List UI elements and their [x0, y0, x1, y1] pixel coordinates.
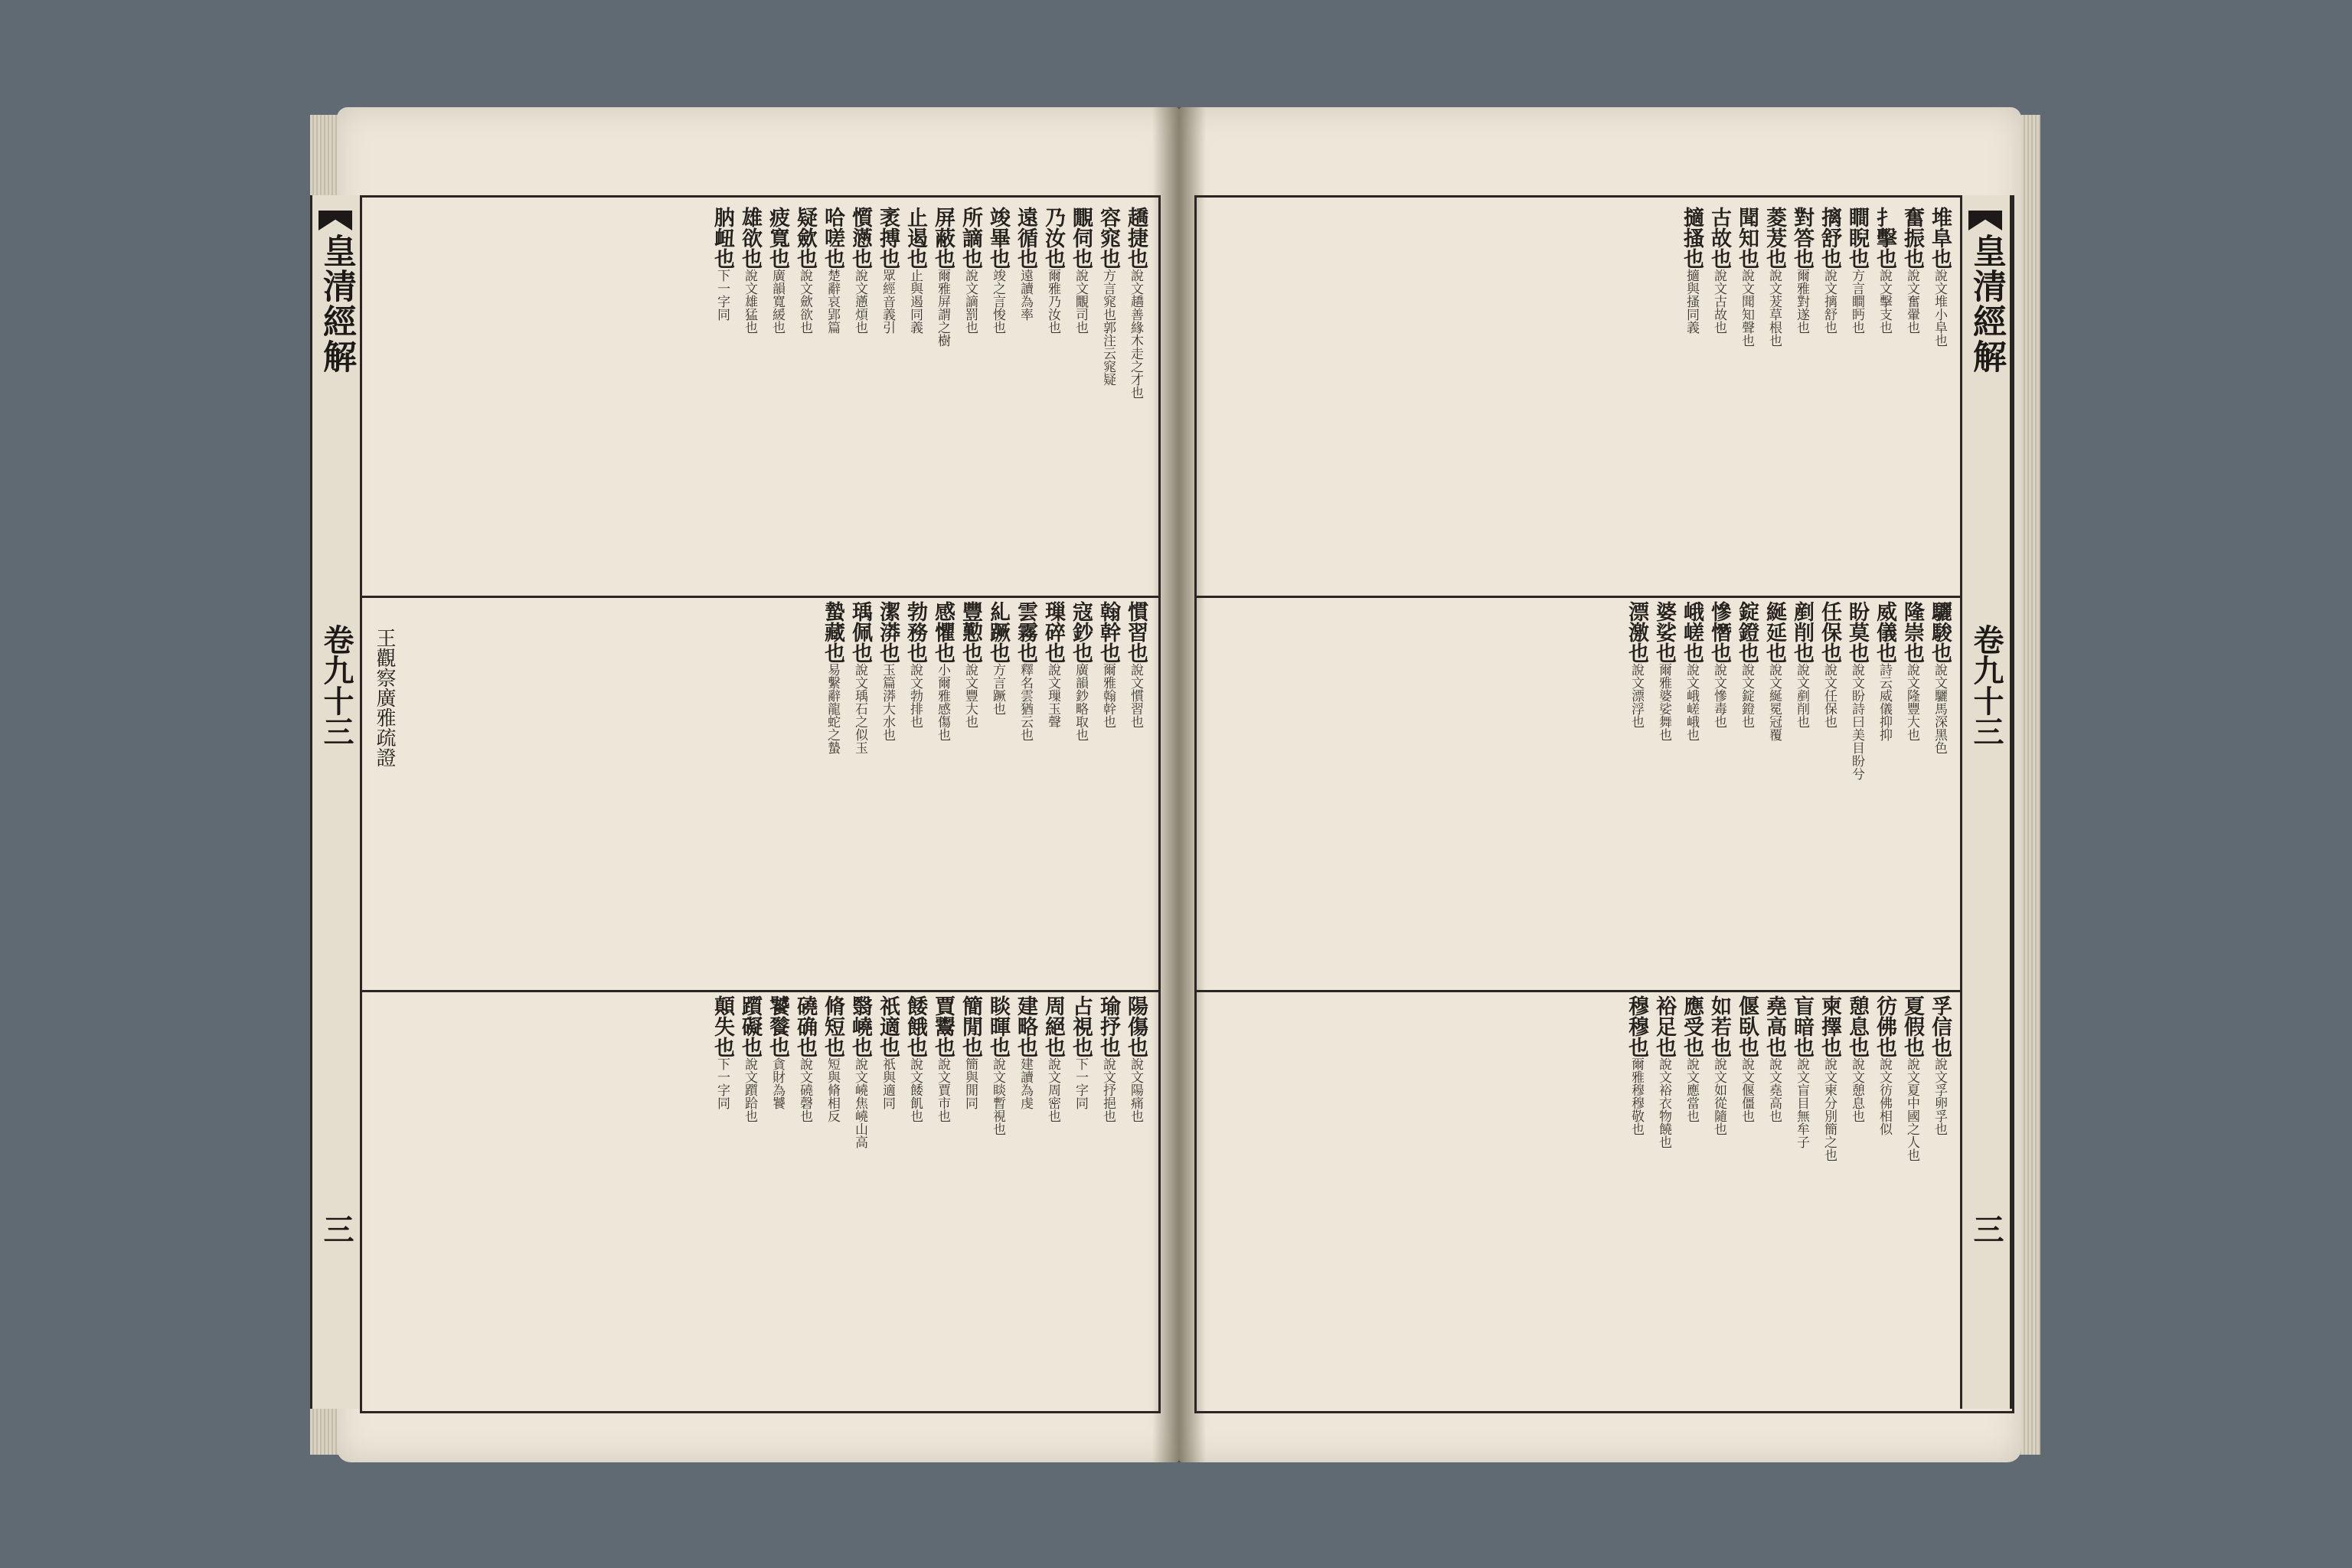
text-column [1816, 207, 1842, 590]
commentary: 玉篇漭大水也 [880, 663, 895, 741]
text-column [819, 207, 845, 590]
commentary: 說文盼詩曰美目盼兮 [1849, 663, 1864, 780]
fishtail-mark [1968, 211, 2002, 230]
text-column [1678, 601, 1704, 984]
band-divider [362, 990, 1158, 992]
commentary: 說文任保也 [1821, 663, 1837, 728]
commentary: 說文抒挹也 [1100, 1057, 1116, 1122]
text-column [1012, 995, 1038, 1401]
commentary: 說文茇草根也 [1766, 269, 1782, 347]
commentary: 眾經音義引 [880, 269, 895, 334]
commentary: 說文彷佛相似 [1877, 1057, 1892, 1135]
headword: 睒暉也 [986, 995, 1010, 1057]
headword: 所謫也 [959, 207, 982, 269]
commentary: 說文憩息也 [1849, 1057, 1864, 1122]
headword: 婆娑也 [1652, 601, 1676, 663]
commentary: 說文躓跲也 [742, 1057, 757, 1122]
text-column [709, 995, 735, 1401]
headword: 慣習也 [1124, 601, 1148, 663]
text-column [985, 601, 1011, 984]
text-column [1788, 207, 1815, 590]
headword: 瑀佩也 [848, 601, 872, 663]
text-column [1844, 601, 1870, 984]
text-column [819, 601, 845, 984]
text-column [1067, 995, 1093, 1401]
commentary: 說文擊支也 [1877, 269, 1892, 334]
headword: 周絕也 [1041, 995, 1065, 1057]
text-column [1040, 995, 1066, 1401]
headword: 潔漭也 [876, 601, 900, 663]
commentary: 貪財為饕 [769, 1057, 785, 1109]
headword: 應受也 [1680, 995, 1704, 1057]
headword: 餧餓也 [903, 995, 927, 1057]
headword: 賈鬻也 [931, 995, 955, 1057]
text-column [1788, 995, 1815, 1401]
headword: 翰幹也 [1096, 601, 1120, 663]
text-column [1761, 995, 1787, 1401]
commentary: 說文慣習也 [1128, 663, 1143, 728]
commentary: 說文裕衣物饒也 [1656, 1057, 1671, 1148]
headword: 雲霧也 [1014, 601, 1037, 663]
text-column [902, 601, 928, 984]
headword: 覵伺也 [1069, 207, 1093, 269]
headword: 饕餮也 [766, 995, 789, 1057]
volume-number: 卷九十三 [1968, 624, 2004, 746]
text-column [1122, 995, 1148, 1401]
commentary: 爾雅翰幹也 [1100, 663, 1116, 728]
commentary: 爾雅穆穆敬也 [1628, 1057, 1644, 1135]
text-column [792, 995, 818, 1401]
commentary: 簡與閒同 [962, 1057, 978, 1109]
commentary: 說文聞知聲也 [1739, 269, 1754, 347]
headword: 奮振也 [1900, 207, 1924, 269]
headword: 璅碎也 [1041, 601, 1065, 663]
commentary: 小爾雅感傷也 [935, 663, 950, 741]
commentary: 爾雅婆娑舞也 [1656, 663, 1671, 741]
commentary: 爾雅乃汝也 [1045, 269, 1060, 334]
commentary: 方言瞷眄也 [1849, 269, 1864, 334]
text-column [1067, 601, 1093, 984]
commentary: 說文周密也 [1045, 1057, 1060, 1122]
text-column [985, 207, 1011, 590]
text-column [1623, 601, 1649, 984]
text-column [847, 207, 873, 590]
text-column [1095, 601, 1121, 984]
commentary: 廣韻寬緩也 [769, 269, 785, 334]
commentary: 說文如從隨也 [1711, 1057, 1726, 1135]
headword: 磽确也 [793, 995, 817, 1057]
commentary: 爾雅屏謂之樹 [935, 269, 950, 347]
headword: 瑜抒也 [1096, 995, 1120, 1057]
band-divider [1197, 596, 2012, 598]
text-column [957, 601, 983, 984]
headword: 威儀也 [1873, 601, 1896, 663]
headword: 寇鈔也 [1069, 601, 1093, 663]
headword: 堆阜也 [1928, 207, 1952, 269]
headword: 止遏也 [903, 207, 927, 269]
text-column [1706, 207, 1732, 590]
headword: 漂激也 [1625, 601, 1648, 663]
right-middle-band [1202, 601, 1952, 984]
commentary: 下一字同 [714, 269, 730, 321]
folio-number: 三 [1968, 1214, 2004, 1244]
commentary: 說文陽痛也 [1128, 1057, 1143, 1122]
commentary: 下一字同 [1073, 1057, 1088, 1109]
commentary: 說文驪馬深黑色 [1932, 663, 1947, 754]
text-column [737, 995, 763, 1401]
headword: 占視也 [1069, 995, 1093, 1057]
headword: 勃務也 [903, 601, 927, 663]
headword: 夏假也 [1900, 995, 1924, 1057]
text-column [874, 995, 900, 1401]
commentary: 說文堆小阜也 [1932, 269, 1947, 347]
headword: 驪駿也 [1928, 601, 1952, 663]
text-column [737, 207, 763, 590]
commentary: 止與遏同義 [907, 269, 923, 334]
left-upper-band [410, 207, 1148, 590]
commentary: 說文雄猛也 [742, 269, 757, 334]
commentary: 詩云威儀抑抑 [1877, 663, 1892, 741]
commentary: 說文應當也 [1684, 1057, 1699, 1122]
commentary: 說文瑀石之似玉 [852, 663, 867, 754]
commentary: 說文謫罰也 [962, 269, 978, 334]
text-column [1651, 995, 1677, 1401]
commentary: 說文奮翬也 [1904, 269, 1919, 334]
commentary: 說文餧飢也 [907, 1057, 923, 1122]
text-column [1040, 207, 1066, 590]
text-column [847, 995, 873, 1401]
fold-column-right [1960, 195, 2012, 1409]
band-divider [362, 596, 1158, 598]
commentary: 釋名雲猶云也 [1018, 663, 1033, 741]
author-byline: 王觀察廣雅疏證 [373, 628, 396, 767]
text-column [1899, 995, 1925, 1401]
text-column [1926, 207, 1952, 590]
text-column [1844, 995, 1870, 1401]
headword: 竣畢也 [986, 207, 1010, 269]
text-column [957, 995, 983, 1401]
left-middle-band [410, 601, 1148, 984]
commentary: 遠讀為率 [1018, 269, 1033, 321]
headword: 顛失也 [710, 995, 734, 1057]
headword: 扌擊也 [1873, 207, 1896, 269]
text-column [709, 207, 735, 590]
commentary: 說文嶢焦嶢山高 [852, 1057, 867, 1148]
commentary: 說文峨嵯峨也 [1684, 663, 1699, 741]
headword: 慘憯也 [1707, 601, 1731, 663]
commentary: 說文覵司也 [1073, 269, 1088, 334]
commentary: 祇與適同 [880, 1057, 895, 1109]
text-column [874, 601, 900, 984]
headword: 錠鐙也 [1735, 601, 1759, 663]
text-column [847, 601, 873, 984]
headword: 盲暗也 [1790, 995, 1814, 1057]
commentary: 竣之言悛也 [990, 269, 1005, 334]
headword: 憩息也 [1845, 995, 1869, 1057]
headword: 趫捷也 [1124, 207, 1148, 269]
commentary: 說文漂浮也 [1628, 663, 1644, 728]
text-column [957, 207, 983, 590]
commentary: 說文摛舒也 [1821, 269, 1837, 334]
headword: 偃臥也 [1735, 995, 1759, 1057]
commentary: 方言蹶也 [990, 663, 1005, 715]
headword: 古故也 [1707, 207, 1731, 269]
text-column [1816, 601, 1842, 984]
headword: 祇適也 [876, 995, 900, 1057]
headword: 柬擇也 [1818, 995, 1841, 1057]
headword: 任保也 [1818, 601, 1841, 663]
text-column [1095, 995, 1121, 1401]
headword: 摛舒也 [1818, 207, 1841, 269]
headword: 懫懣也 [848, 207, 872, 269]
headword: 哈嗟也 [821, 207, 844, 269]
headword: 瞷睨也 [1845, 207, 1869, 269]
headword: 肭衄也 [710, 207, 734, 269]
headword: 屏蔽也 [931, 207, 955, 269]
text-column [1706, 995, 1732, 1401]
commentary: 說文賈市也 [935, 1057, 950, 1122]
text-column [1899, 601, 1925, 984]
text-column [1122, 601, 1148, 984]
headword: 陽傷也 [1124, 995, 1148, 1057]
headword: 遠循也 [1014, 207, 1037, 269]
commentary: 說文柬分別簡之也 [1821, 1057, 1837, 1161]
right-upper-band [1202, 207, 1952, 590]
running-title: 皇清經解 [317, 234, 356, 374]
commentary: 建讀為虔 [1018, 1057, 1033, 1109]
commentary: 說文趫善緣木走之才也 [1128, 269, 1143, 399]
headword: 剷削也 [1790, 601, 1814, 663]
headword: 如若也 [1707, 995, 1731, 1057]
headword: 感懼也 [931, 601, 955, 663]
headword: 疲寬也 [766, 207, 789, 269]
commentary: 說文歛欲也 [797, 269, 812, 334]
commentary: 方言窕也郭注云窕疑 [1100, 269, 1116, 386]
text-column [902, 207, 928, 590]
text-column [792, 207, 818, 590]
running-title: 皇清經解 [1967, 234, 2006, 374]
text-column [929, 601, 956, 984]
headword: 彷佛也 [1873, 995, 1896, 1057]
headword: 對答也 [1790, 207, 1814, 269]
text-column [1012, 207, 1038, 590]
folio-number: 三 [318, 1214, 354, 1244]
text-column [1761, 601, 1787, 984]
headword: 糺蹶也 [986, 601, 1010, 663]
commentary: 說文古故也 [1711, 269, 1726, 334]
headword: 穆穆也 [1625, 995, 1648, 1057]
commentary: 說文慘毒也 [1711, 663, 1726, 728]
text-column [1899, 207, 1925, 590]
headword: 綖延也 [1762, 601, 1786, 663]
commentary: 說文錠鐙也 [1739, 663, 1754, 728]
text-column [929, 207, 956, 590]
headword: 峨嵯也 [1680, 601, 1704, 663]
fold-column-left [310, 195, 362, 1409]
text-column [819, 995, 845, 1401]
commentary: 說文偃僵也 [1739, 1057, 1754, 1122]
headword: 乃汝也 [1041, 207, 1065, 269]
commentary: 說文豐大也 [962, 663, 978, 728]
headword: 盼莫也 [1845, 601, 1869, 663]
text-column [1844, 207, 1870, 590]
text-column [1871, 601, 1897, 984]
text-column [1678, 995, 1704, 1401]
commentary: 爾雅對遂也 [1794, 269, 1809, 334]
text-column [1816, 995, 1842, 1401]
text-column [1926, 601, 1952, 984]
headword: 躓礙也 [738, 995, 762, 1057]
text-column [1733, 995, 1759, 1401]
commentary: 說文孚卵孚也 [1932, 1057, 1947, 1135]
headword: 脩短也 [821, 995, 844, 1057]
headword: 孚信也 [1928, 995, 1952, 1057]
headword: 聞知也 [1735, 207, 1759, 269]
commentary: 易繫辭龍蛇之蟄 [825, 663, 840, 754]
text-column [764, 207, 790, 590]
text-column [1678, 207, 1704, 590]
text-column [902, 995, 928, 1401]
right-lower-band [1202, 995, 1952, 1401]
commentary: 說文磽磬也 [797, 1057, 812, 1122]
commentary: 說文隆豐大也 [1904, 663, 1919, 741]
headword: 堯高也 [1762, 995, 1786, 1057]
left-lower-band [410, 995, 1148, 1401]
text-column [929, 995, 956, 1401]
text-column [1706, 601, 1732, 984]
commentary: 楚辭哀郢篇 [825, 269, 840, 334]
commentary: 說文堯高也 [1766, 1057, 1782, 1122]
text-column [874, 207, 900, 590]
text-column [1095, 207, 1121, 590]
commentary: 下一字同 [714, 1057, 730, 1109]
text-column [1623, 995, 1649, 1401]
text-column [1122, 207, 1148, 590]
text-column [1733, 207, 1759, 590]
headword: 蟄藏也 [821, 601, 844, 663]
headword: 雄欲也 [738, 207, 762, 269]
commentary: 擿與搔同義 [1684, 269, 1699, 334]
commentary: 說文盲目無牟子 [1794, 1057, 1809, 1148]
headword: 豐懃也 [959, 601, 982, 663]
headword: 裕足也 [1652, 995, 1676, 1057]
commentary: 說文懣煩也 [852, 269, 867, 334]
commentary: 廣韻鈔略取也 [1073, 663, 1088, 741]
headword: 隆崇也 [1900, 601, 1924, 663]
text-column [1651, 601, 1677, 984]
headword: 疑歛也 [793, 207, 817, 269]
text-column [1040, 601, 1066, 984]
headword: 簡閒也 [959, 995, 982, 1057]
text-column [985, 995, 1011, 1401]
text-column [1733, 601, 1759, 984]
headword: 擿搔也 [1680, 207, 1704, 269]
commentary: 說文夏中國之人也 [1904, 1057, 1919, 1161]
text-column [1871, 207, 1897, 590]
commentary: 說文剷削也 [1794, 663, 1809, 728]
text-column [1871, 995, 1897, 1401]
text-column [1067, 207, 1093, 590]
headword: 建略也 [1014, 995, 1037, 1057]
text-column [1926, 995, 1952, 1401]
text-column [1788, 601, 1815, 984]
commentary: 說文勃排也 [907, 663, 923, 728]
text-column [1012, 601, 1038, 984]
commentary: 說文睒暫視也 [990, 1057, 1005, 1135]
fishtail-mark [318, 211, 352, 230]
commentary: 說文璅玉聲 [1045, 663, 1060, 728]
headword: 容窕也 [1096, 207, 1120, 269]
headword: 袤搏也 [876, 207, 900, 269]
text-column [1761, 207, 1787, 590]
text-column [764, 995, 790, 1401]
band-divider [1197, 990, 2012, 992]
headword: 菱茇也 [1762, 207, 1786, 269]
commentary: 說文綖冕冠覆 [1766, 663, 1782, 741]
headword: 翳嶢也 [848, 995, 872, 1057]
commentary: 短與脩相反 [825, 1057, 840, 1122]
volume-number: 卷九十三 [318, 624, 354, 746]
